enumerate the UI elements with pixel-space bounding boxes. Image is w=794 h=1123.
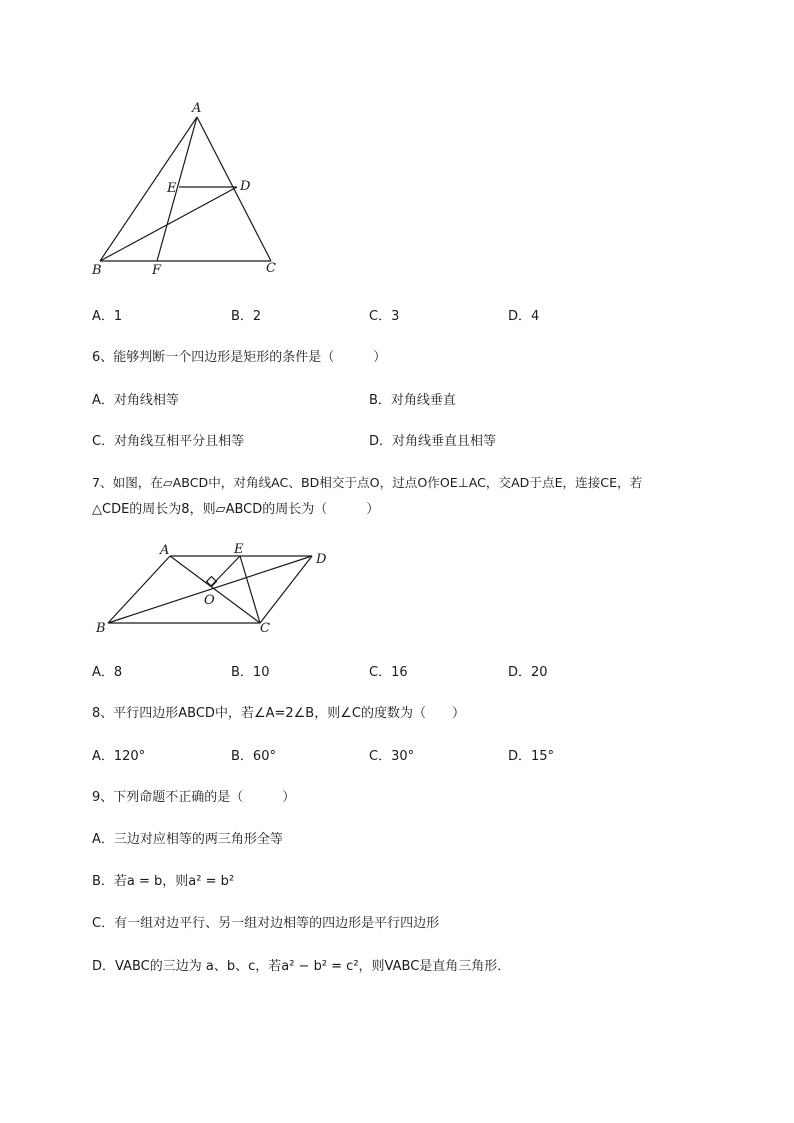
segment-ec	[240, 556, 260, 623]
q9-option-c[interactable]: C．有一组对边平行、另一组对边相等的四边形是平行四边形	[92, 916, 440, 931]
label-e: E	[167, 181, 177, 196]
q9-option-a[interactable]: A．三边对应相等的两三角形全等	[92, 832, 283, 847]
segment-bd	[100, 187, 237, 261]
q6-option-d[interactable]: D．对角线垂直且相等	[369, 434, 497, 449]
q9-stem: 9、下列命题不正确的是（ ）	[92, 790, 296, 805]
label-c: C	[260, 621, 270, 636]
q6-stem: 6、能够判断一个四边形是矩形的条件是（ ）	[92, 350, 387, 365]
q8-option-d[interactable]: D．15°	[508, 749, 555, 764]
figure-triangle	[85, 95, 295, 285]
q9-option-b[interactable]: B．若a = b，则a² = b²	[92, 874, 235, 889]
label-b: B	[92, 263, 102, 278]
segment-ac	[170, 556, 260, 623]
q8-option-b[interactable]: B．60°	[231, 749, 276, 764]
q7-option-a[interactable]: A．8	[92, 665, 123, 680]
label-d: D	[240, 179, 251, 194]
q7-stem-line2: △CDE的周长为8，则▱ABCD的周长为（ ）	[92, 502, 380, 517]
segment-af	[157, 117, 197, 261]
label-b: B	[96, 621, 106, 636]
q9-option-d[interactable]: D．VABC的三边为 a、b、c，若a² − b² = c²，则VABC是直角三角形．	[92, 959, 511, 974]
q7-option-b[interactable]: B．10	[231, 665, 270, 680]
q7-option-d[interactable]: D．20	[508, 665, 548, 680]
label-o: O	[204, 593, 215, 608]
q5-option-b[interactable]: B．2	[231, 309, 262, 324]
segment-ab	[100, 117, 197, 261]
q8-option-c[interactable]: C．30°	[369, 749, 415, 764]
q8-stem: 8、平行四边形ABCD中，若∠A=2∠B，则∠C的度数为（ ）	[92, 706, 465, 721]
label-a: A	[160, 543, 170, 558]
q6-option-c[interactable]: C．对角线互相平分且相等	[92, 434, 245, 449]
label-f: F	[152, 263, 162, 278]
q5-option-a[interactable]: A．1	[92, 309, 123, 324]
q5-option-c[interactable]: C．3	[369, 309, 400, 324]
segment-dc	[260, 556, 312, 623]
q5-option-d[interactable]: D．4	[508, 309, 540, 324]
q7-stem-line1: 7、如图，在▱ABCD中，对角线AC、BD相交于点O，过点O作OE⊥AC，交AD于点E，连接CE，若	[92, 475, 643, 490]
label-e: E	[234, 542, 244, 557]
label-d: D	[316, 552, 327, 567]
q6-option-a[interactable]: A．对角线相等	[92, 393, 179, 408]
q8-option-a[interactable]: A．120°	[92, 749, 146, 764]
label-c: C	[266, 261, 276, 276]
q7-option-c[interactable]: C．16	[369, 665, 408, 680]
label-a: A	[192, 101, 202, 116]
q6-option-b[interactable]: B．对角线垂直	[369, 393, 456, 408]
figure-parallelogram	[90, 538, 340, 638]
